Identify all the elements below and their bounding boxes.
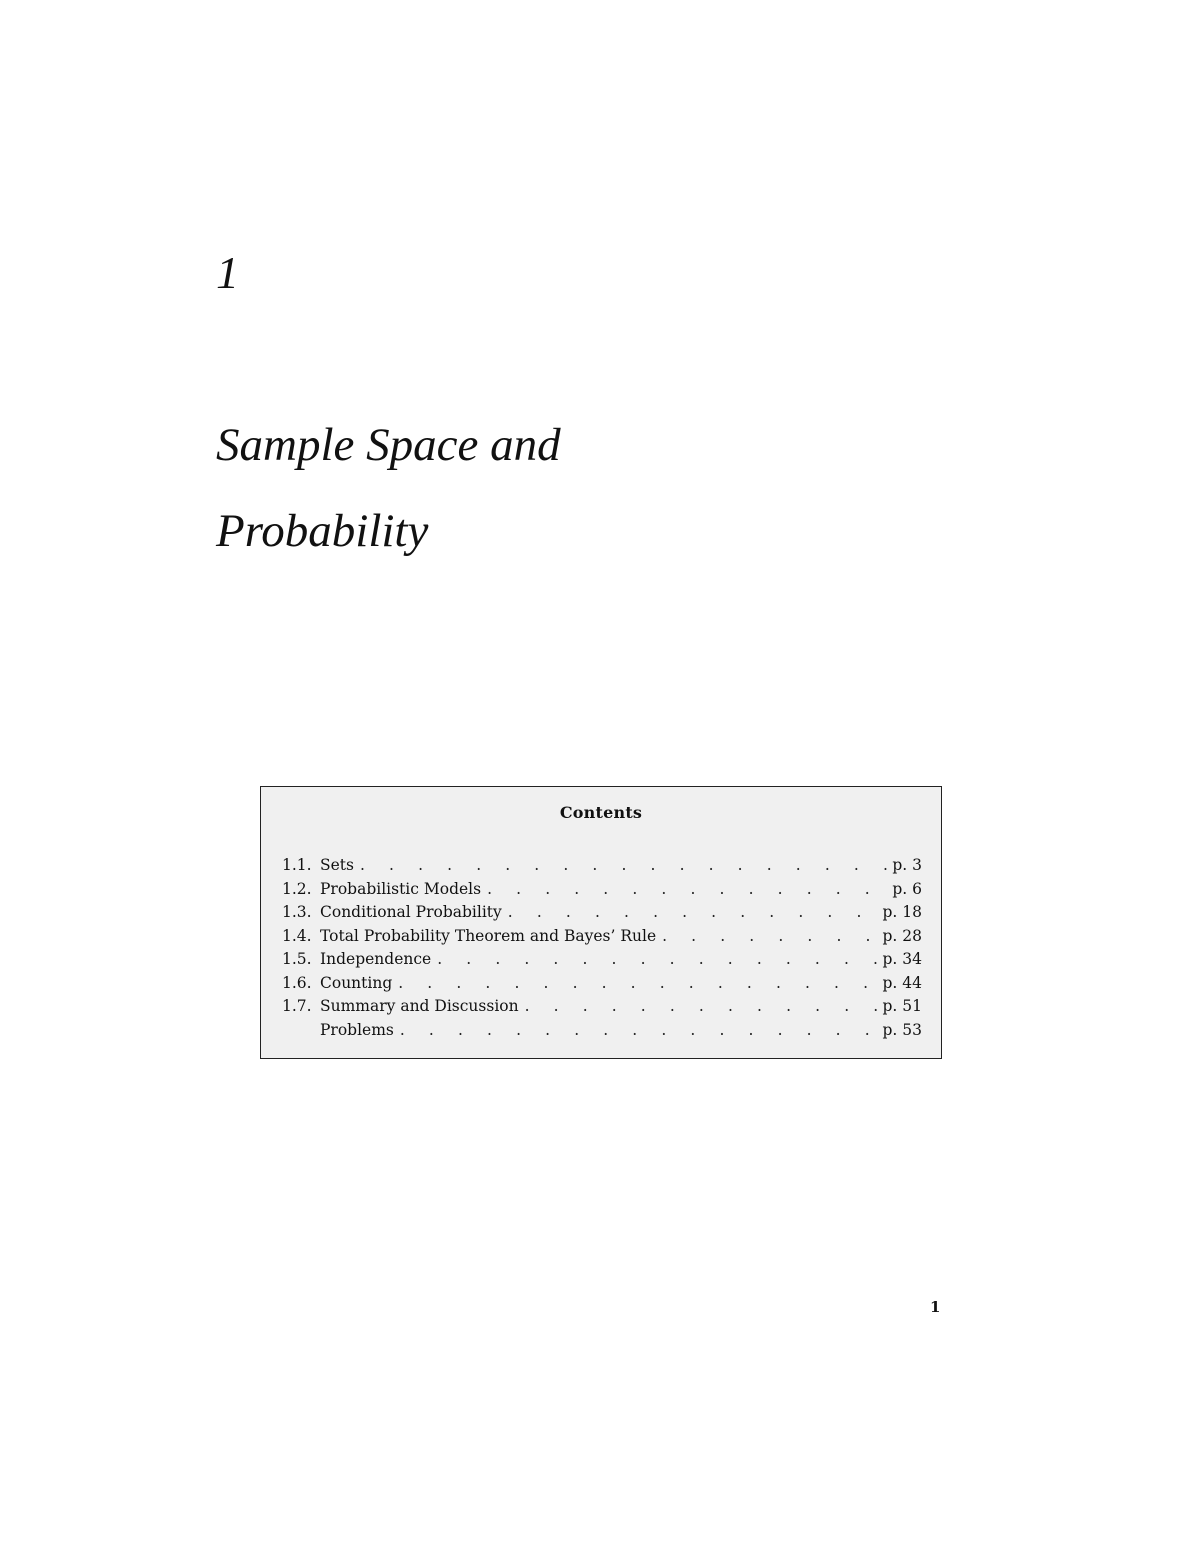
contents-heading: Contents: [559, 803, 643, 822]
toc-entry-page: p. 44: [882, 973, 922, 992]
chapter-title-line-1: Sample Space and: [216, 419, 561, 471]
chapter-title: [216, 402, 916, 574]
toc-entry-title: Independence: [320, 950, 432, 968]
toc-entry[interactable]: [282, 927, 922, 951]
toc-dot-leader: [360, 856, 888, 874]
toc-entry-number: 1.3.: [282, 903, 312, 921]
toc-entry-number: 1.1.: [282, 856, 312, 874]
toc-entry-number: 1.5.: [282, 950, 312, 968]
chapter-title-line-2: Probability: [216, 505, 429, 557]
toc-entry-page: p. 51: [882, 997, 922, 1015]
toc-entry-title: Counting: [320, 973, 393, 992]
toc-entry-number: 1.4.: [282, 926, 312, 945]
toc-dot-leader: [662, 927, 878, 945]
toc-entry-page: p. 6: [892, 879, 922, 898]
toc-entry-page: p. 53: [882, 1020, 922, 1039]
toc-dot-leader: [525, 997, 879, 1015]
toc-entry-number: 1.6.: [282, 973, 312, 992]
toc-list: [282, 856, 922, 1044]
toc-entry-page: p. 34: [882, 950, 922, 968]
page-number: 1: [930, 1298, 941, 1316]
toc-entry-title: Summary and Discussion: [320, 997, 519, 1015]
toc-dot-leader: [398, 974, 878, 992]
toc-entry-number: 1.7.: [282, 997, 312, 1015]
toc-entry-title: Sets: [320, 856, 354, 874]
toc-entry[interactable]: [282, 880, 922, 904]
toc-entry-title: Probabilistic Models: [320, 879, 482, 898]
toc-entry[interactable]: [282, 903, 922, 927]
toc-entry-page: p. 3: [892, 856, 922, 874]
toc-dot-leader: [487, 880, 888, 898]
chapter-number: 1: [216, 247, 239, 298]
toc-entry-number: 1.2.: [282, 879, 312, 898]
toc-entry-page: p. 28: [882, 926, 922, 945]
toc-dot-leader: [437, 950, 878, 968]
toc-entry-title: Conditional Probability: [320, 903, 502, 921]
contents-box: [260, 786, 942, 1059]
toc-entry-title: Problems: [320, 1020, 394, 1039]
toc-entry[interactable]: [282, 1021, 922, 1045]
toc-entry[interactable]: [282, 974, 922, 998]
toc-entry-title: Total Probability Theorem and Bayes’ Rule: [320, 926, 657, 945]
toc-dot-leader: [400, 1021, 879, 1039]
toc-entry-page: p. 18: [882, 903, 922, 921]
toc-entry[interactable]: [282, 997, 922, 1021]
toc-entry[interactable]: [282, 856, 922, 880]
toc-dot-leader: [508, 903, 879, 921]
toc-entry[interactable]: [282, 950, 922, 974]
